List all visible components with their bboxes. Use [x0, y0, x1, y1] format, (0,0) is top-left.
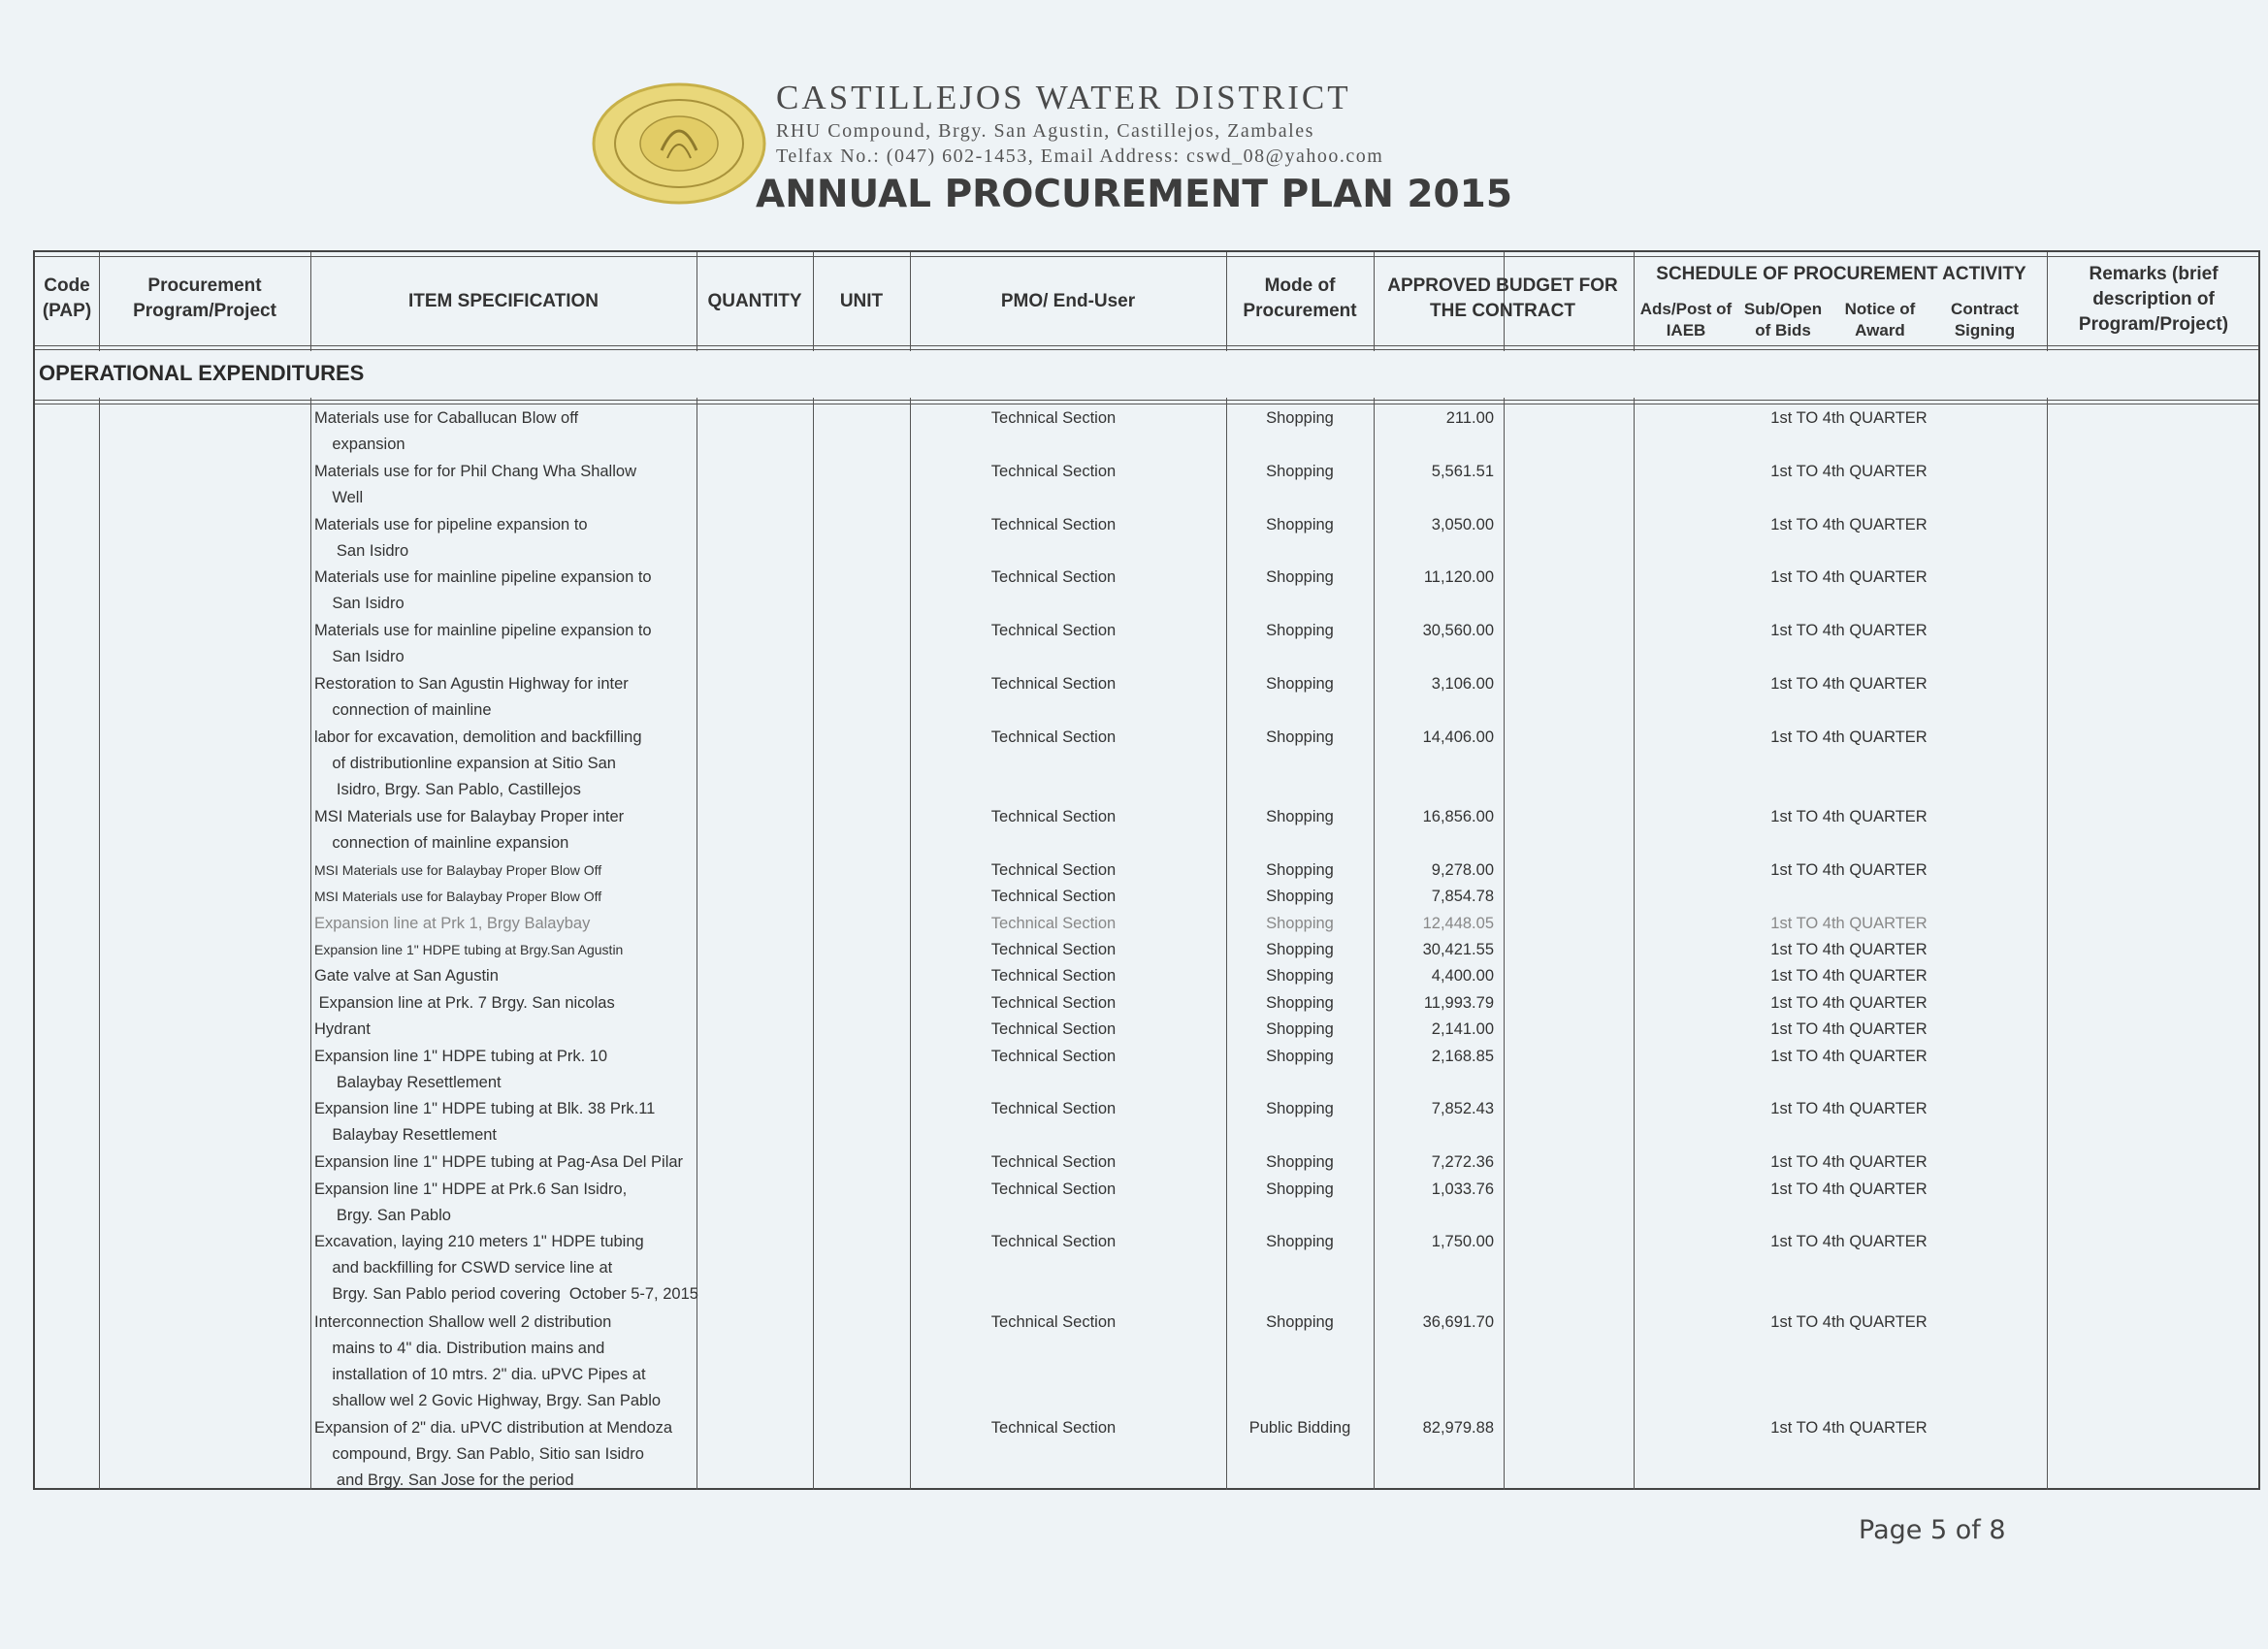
- page-number: Page 5 of 8: [1859, 1515, 2006, 1545]
- item-specification: Expansion line at Prk 1, Brgy Balaybay: [314, 914, 591, 932]
- item-specification: Expansion line 1" HDPE tubing at Prk. 10 Balaybay Resettlement: [314, 1047, 608, 1091]
- item-specification: Interconnection Shallow well 2 distribution mains to 4" dia. Distribution mains and installation of 10 mtrs. 2" dia. uPVC Pipes at shallow wel 2 Govic Highway, Brgy. San Pablo: [314, 1312, 662, 1409]
- mode-of-procurement: Shopping: [1266, 1153, 1334, 1172]
- header-sub: Sub/Open of Bids: [1743, 300, 1823, 340]
- header-unit: UNIT: [839, 291, 884, 311]
- mode-of-procurement: Shopping: [1266, 622, 1334, 640]
- approved-budget: 2,168.85: [1431, 1047, 1494, 1065]
- pmo-end-user: Technical Section: [990, 993, 1117, 1012]
- header-notice: Notice of Award: [1844, 300, 1916, 340]
- header-mode: Mode of Procurement: [1243, 275, 1357, 321]
- mode-of-procurement: Shopping: [1266, 967, 1334, 986]
- procurement-schedule: 1st TO 4th QUARTER: [1770, 675, 1928, 693]
- header-budget: APPROVED BUDGET FOR THE CONTRACT: [1387, 275, 1618, 321]
- procurement-schedule: 1st TO 4th QUARTER: [1770, 622, 1928, 640]
- item-specification: Materials use for mainline pipeline expansion to San Isidro: [314, 568, 652, 613]
- procurement-schedule: 1st TO 4th QUARTER: [1770, 515, 1928, 534]
- mode-of-procurement: Shopping: [1266, 462, 1334, 480]
- approved-budget: 14,406.00: [1422, 728, 1494, 746]
- header-schedule: SCHEDULE OF PROCUREMENT ACTIVITY: [1656, 264, 2026, 284]
- item-specification: MSI Materials use for Balaybay Proper Blow Off: [314, 861, 602, 878]
- pmo-end-user: Technical Section: [990, 462, 1117, 480]
- procurement-schedule: 1st TO 4th QUARTER: [1770, 808, 1928, 825]
- mode-of-procurement: Shopping: [1266, 1047, 1334, 1065]
- approved-budget: 211.00: [1445, 409, 1494, 427]
- item-specification: Expansion line 1" HDPE tubing at Blk. 38 Prk.11 Balaybay Resettlement: [314, 1100, 656, 1145]
- item-specification: Materials use for pipeline expansion to San Isidro: [314, 515, 588, 560]
- mode-of-procurement: Public Bidding: [1248, 1419, 1351, 1438]
- item-specification: MSI Materials use for Balaybay Proper inter connection of mainline expansion: [314, 808, 625, 852]
- mode-of-procurement: Shopping: [1266, 675, 1334, 693]
- approved-budget: 2,141.00: [1431, 1020, 1494, 1039]
- pmo-end-user: Technical Section: [990, 515, 1117, 534]
- pmo-end-user: Technical Section: [990, 675, 1117, 693]
- procurement-schedule: 1st TO 4th QUARTER: [1770, 860, 1928, 879]
- pmo-end-user: Technical Section: [990, 568, 1117, 587]
- header-pmo: PMO/ End-User: [1000, 291, 1136, 311]
- pmo-end-user: Technical Section: [990, 409, 1117, 427]
- header-contract: Contract Signing: [1951, 300, 2019, 340]
- approved-budget: 5,561.51: [1431, 462, 1494, 480]
- pmo-end-user: Technical Section: [990, 1233, 1117, 1251]
- pmo-end-user: Technical Section: [990, 1312, 1117, 1331]
- approved-budget: 7,272.36: [1431, 1153, 1494, 1172]
- pmo-end-user: Technical Section: [990, 1020, 1117, 1039]
- mode-of-procurement: Shopping: [1266, 914, 1334, 932]
- header-remarks: Remarks (brief description of Program/Project): [2078, 264, 2229, 335]
- approved-budget: 9,278.00: [1431, 860, 1494, 879]
- procurement-schedule: 1st TO 4th QUARTER: [1770, 1312, 1928, 1331]
- mode-of-procurement: Shopping: [1266, 1312, 1334, 1331]
- org-address: RHU Compound, Brgy. San Agustin, Castillejos, Zambales: [776, 120, 1314, 142]
- item-specification: Expansion line 1" HDPE tubing at Pag-Asa Del Pilar: [314, 1153, 684, 1172]
- header-program: Procurement Program/Project: [133, 275, 276, 321]
- pmo-end-user: Technical Section: [990, 728, 1117, 746]
- mode-of-procurement: Shopping: [1266, 728, 1334, 746]
- document-title: ANNUAL PROCUREMENT PLAN 2015: [756, 173, 1512, 216]
- item-specification: Gate valve at San Agustin: [314, 967, 499, 986]
- procurement-schedule: 1st TO 4th QUARTER: [1770, 409, 1928, 427]
- mode-of-procurement: Shopping: [1266, 568, 1334, 587]
- item-specification: Expansion line 1" HDPE tubing at Brgy.San Agustin: [314, 942, 624, 957]
- item-specification: Excavation, laying 210 meters 1" HDPE tubing and backfilling for CSWD service line at Brgy. San Pablo period covering October 5-7, 2015: [314, 1233, 698, 1304]
- procurement-table: [33, 250, 2260, 1490]
- approved-budget: 82,979.88: [1422, 1419, 1494, 1438]
- approved-budget: 36,691.70: [1422, 1312, 1494, 1331]
- procurement-schedule: 1st TO 4th QUARTER: [1770, 728, 1928, 746]
- pmo-end-user: Technical Section: [990, 967, 1117, 986]
- procurement-schedule: 1st TO 4th QUARTER: [1770, 568, 1928, 587]
- item-specification: Hydrant: [314, 1020, 371, 1039]
- approved-budget: 3,050.00: [1431, 515, 1494, 534]
- mode-of-procurement: Shopping: [1266, 1180, 1334, 1198]
- mode-of-procurement: Shopping: [1266, 860, 1334, 879]
- procurement-schedule: 1st TO 4th QUARTER: [1770, 941, 1928, 958]
- org-name: CASTILLEJOS WATER DISTRICT: [776, 79, 1351, 116]
- mode-of-procurement: Shopping: [1266, 993, 1334, 1012]
- approved-budget: 7,852.43: [1431, 1100, 1494, 1118]
- pmo-end-user: Technical Section: [990, 808, 1117, 825]
- procurement-schedule: 1st TO 4th QUARTER: [1770, 914, 1928, 932]
- approved-budget: 11,993.79: [1423, 993, 1494, 1012]
- item-specification: Materials use for mainline pipeline expansion to San Isidro: [314, 622, 652, 666]
- pmo-end-user: Technical Section: [990, 914, 1117, 932]
- section-title: OPERATIONAL EXPENDITURES: [39, 361, 365, 385]
- approved-budget: 12,448.05: [1422, 914, 1494, 932]
- mode-of-procurement: Shopping: [1266, 808, 1334, 825]
- mode-of-procurement: Shopping: [1266, 409, 1334, 427]
- pmo-end-user: Technical Section: [990, 1047, 1117, 1065]
- pmo-end-user: Technical Section: [990, 622, 1117, 640]
- pmo-end-user: Technical Section: [990, 1419, 1117, 1438]
- pmo-end-user: Technical Section: [990, 888, 1117, 906]
- item-specification: Expansion of 2" dia. uPVC distribution at Mendoza compound, Brgy. San Pablo, Sitio san Isidro and Brgy. San Jose for the period: [314, 1419, 673, 1490]
- pmo-end-user: Technical Section: [990, 1180, 1117, 1198]
- item-specification: labor for excavation, demolition and backfilling of distributionline expansion at Sitio San Isidro, Brgy. San Pablo, Castillejos: [314, 728, 642, 798]
- letterhead: [0, 78, 2268, 165]
- procurement-schedule: 1st TO 4th QUARTER: [1770, 1419, 1928, 1438]
- approved-budget: 3,106.00: [1431, 675, 1494, 693]
- approved-budget: 30,421.55: [1422, 941, 1494, 958]
- item-specification: Materials use for Caballucan Blow off expansion: [314, 409, 579, 453]
- procurement-schedule: 1st TO 4th QUARTER: [1770, 1100, 1928, 1118]
- mode-of-procurement: Shopping: [1266, 515, 1334, 534]
- item-specification: MSI Materials use for Balaybay Proper Blow Off: [314, 889, 602, 905]
- approved-budget: 16,856.00: [1422, 808, 1494, 825]
- mode-of-procurement: Shopping: [1266, 1100, 1334, 1118]
- header-ads: Ads/Post of IAEB: [1639, 300, 1733, 340]
- pmo-end-user: Technical Section: [990, 1153, 1117, 1172]
- mode-of-procurement: Shopping: [1266, 888, 1334, 906]
- approved-budget: 1,750.00: [1431, 1233, 1494, 1251]
- header-quantity: QUANTITY: [707, 291, 802, 311]
- procurement-schedule: 1st TO 4th QUARTER: [1770, 967, 1928, 986]
- approved-budget: 11,120.00: [1423, 568, 1494, 587]
- procurement-schedule: 1st TO 4th QUARTER: [1770, 1180, 1928, 1198]
- approved-budget: 4,400.00: [1431, 967, 1494, 986]
- mode-of-procurement: Shopping: [1266, 1020, 1334, 1039]
- procurement-schedule: 1st TO 4th QUARTER: [1770, 462, 1928, 480]
- header-code: Code (PAP): [42, 275, 92, 321]
- pmo-end-user: Technical Section: [990, 941, 1117, 958]
- item-specification: Expansion line 1" HDPE at Prk.6 San Isidro, Brgy. San Pablo: [314, 1180, 628, 1224]
- approved-budget: 30,560.00: [1422, 622, 1494, 640]
- procurement-schedule: 1st TO 4th QUARTER: [1770, 1047, 1928, 1065]
- org-contact: Telfax No.: (047) 602-1453, Email Address: cswd_08@yahoo.com: [776, 146, 1384, 167]
- procurement-schedule: 1st TO 4th QUARTER: [1770, 993, 1928, 1012]
- header-item: ITEM SPECIFICATION: [408, 291, 599, 311]
- procurement-schedule: 1st TO 4th QUARTER: [1770, 1233, 1928, 1251]
- pmo-end-user: Technical Section: [990, 1100, 1117, 1118]
- mode-of-procurement: Shopping: [1266, 1233, 1334, 1251]
- item-specification: Restoration to San Agustin Highway for inter connection of mainline: [314, 675, 629, 719]
- mode-of-procurement: Shopping: [1266, 941, 1334, 958]
- procurement-schedule: 1st TO 4th QUARTER: [1770, 1153, 1928, 1172]
- approved-budget: 7,854.78: [1431, 888, 1494, 906]
- item-specification: Expansion line at Prk. 7 Brgy. San nicolas: [314, 993, 615, 1012]
- procurement-schedule: 1st TO 4th QUARTER: [1770, 1020, 1928, 1039]
- pmo-end-user: Technical Section: [990, 860, 1117, 879]
- item-specification: Materials use for for Phil Chang Wha Shallow Well: [314, 462, 636, 506]
- approved-budget: 1,033.76: [1431, 1180, 1494, 1198]
